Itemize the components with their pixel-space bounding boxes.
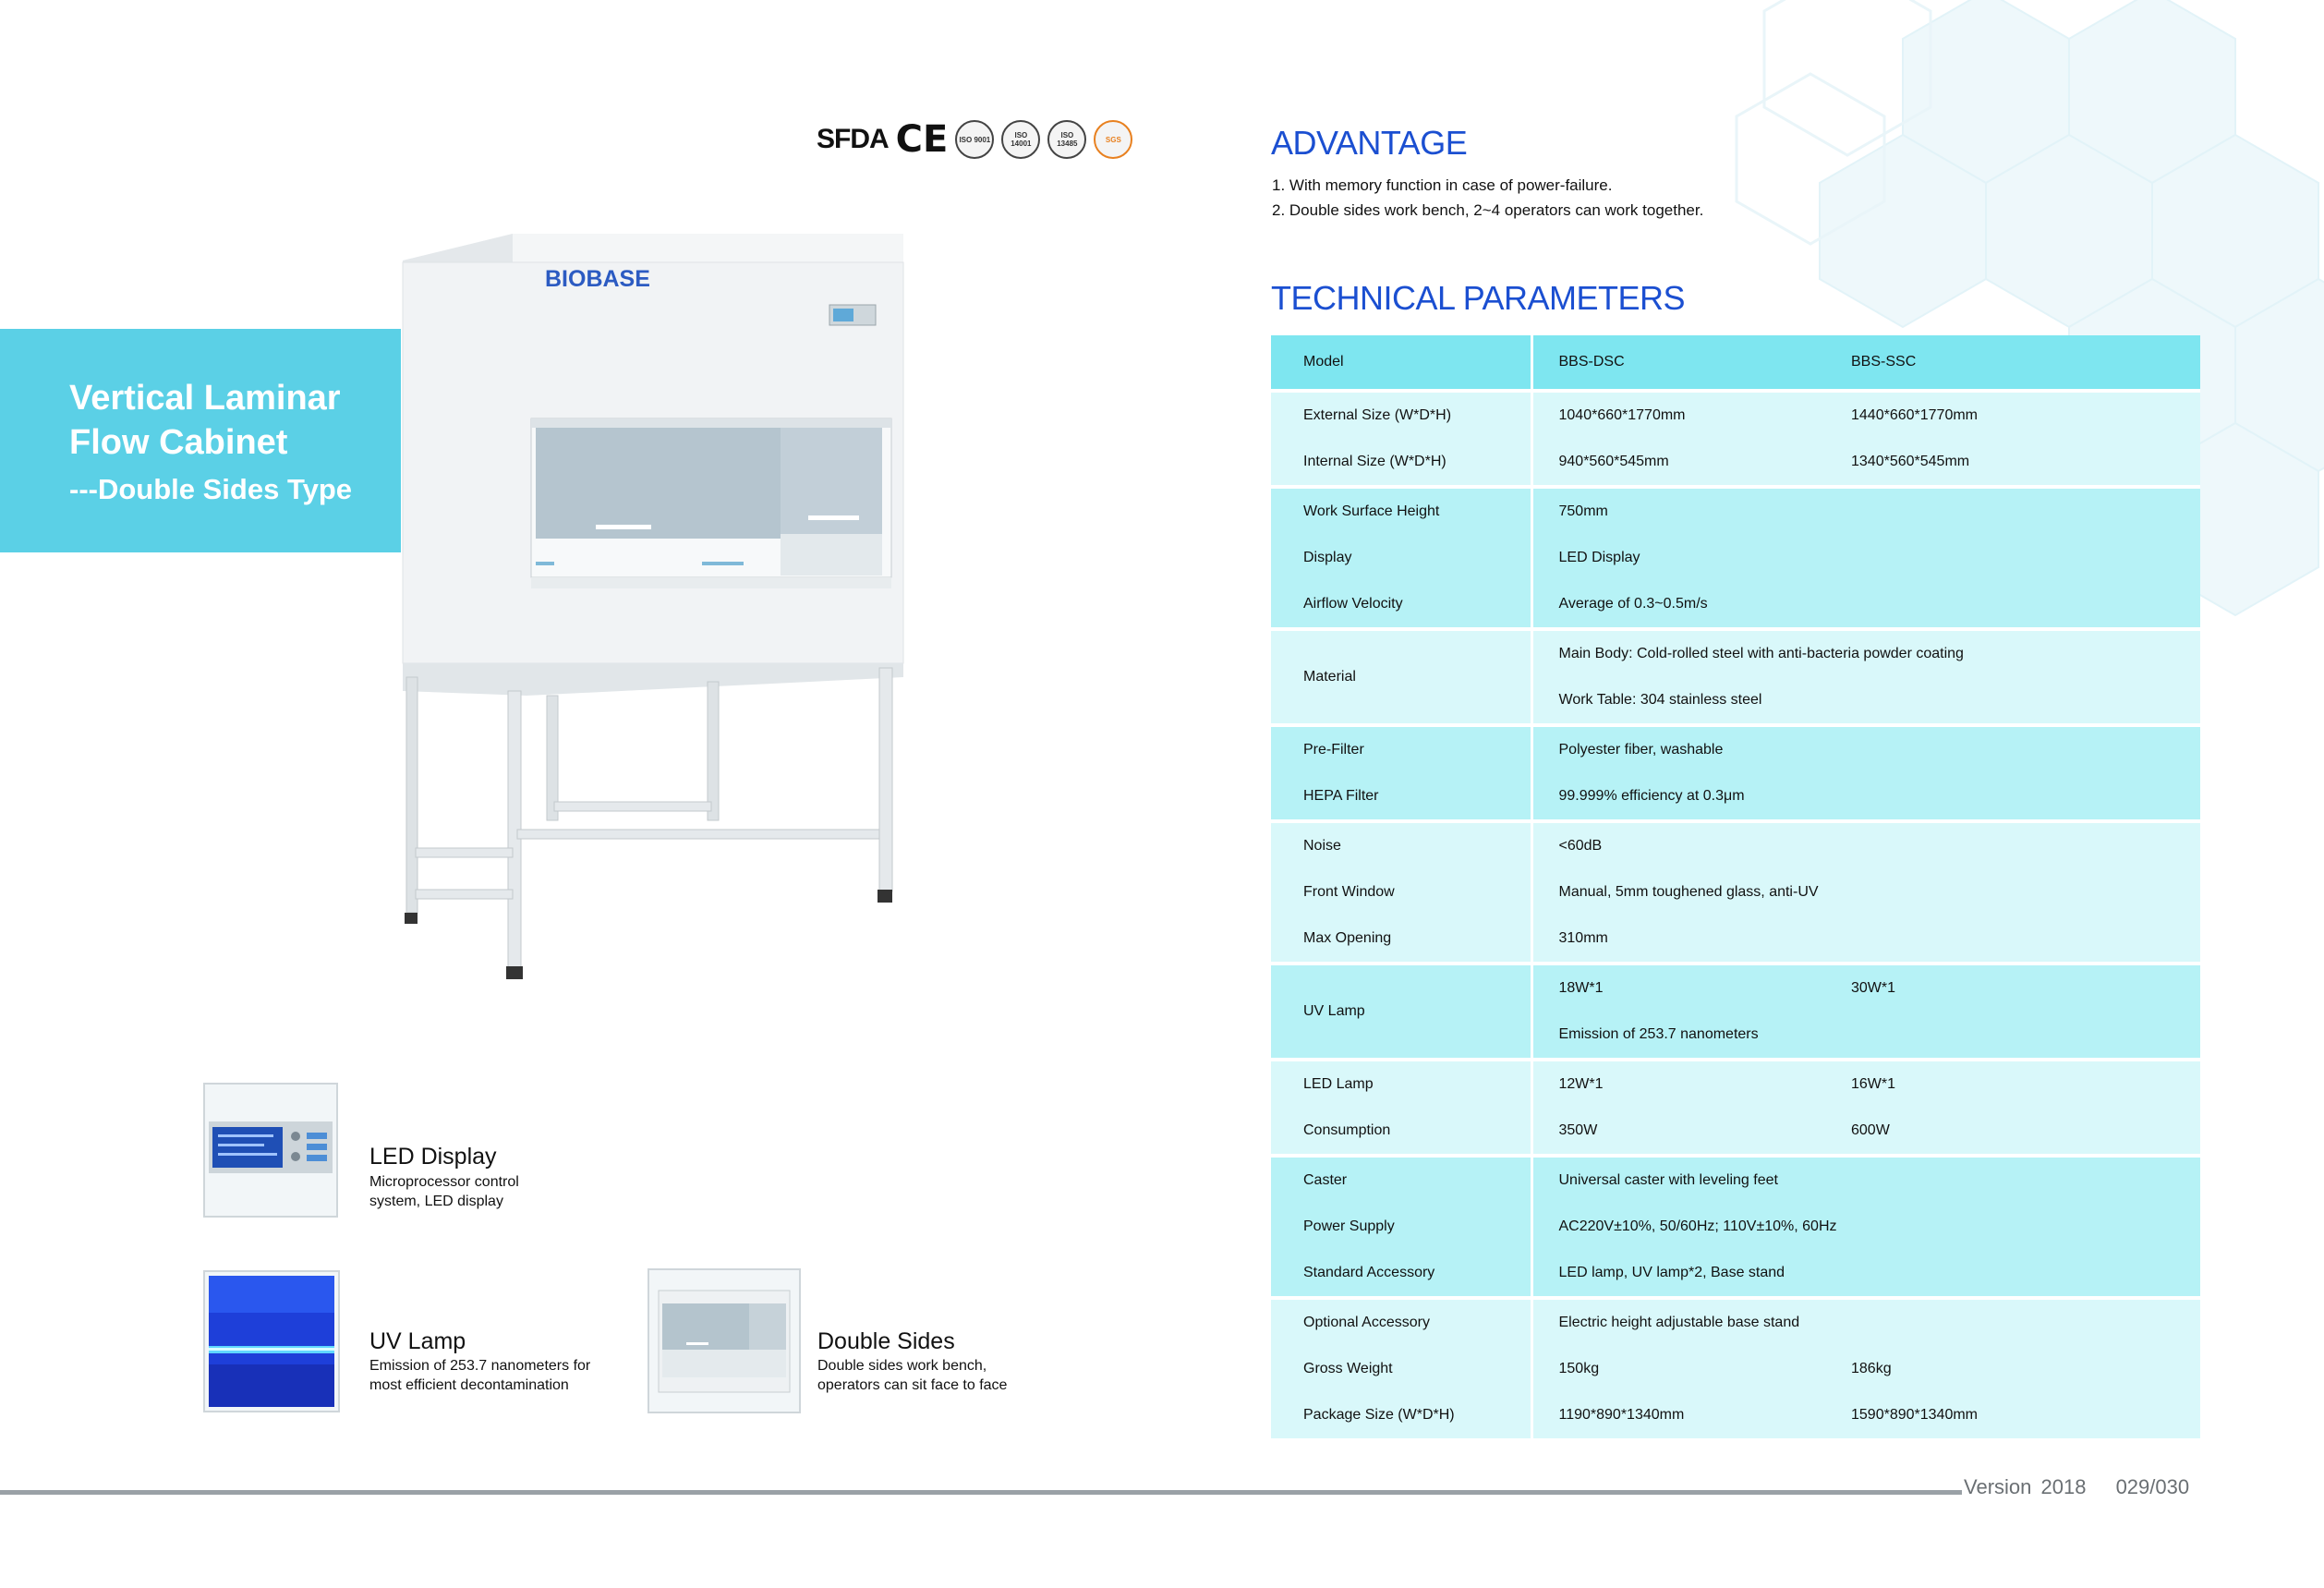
header-model-ssc: BBS-SSC bbox=[1851, 335, 2200, 391]
param-value: <60dB bbox=[1558, 838, 1603, 854]
banner-subtitle: ---Double Sides Type bbox=[69, 473, 353, 505]
param-value: Work Table: 304 stainless steel bbox=[1558, 692, 1762, 708]
param-label: Material bbox=[1303, 669, 1356, 685]
product-cabinet-illustration bbox=[397, 229, 924, 996]
param-value: 99.999% efficiency at 0.3μm bbox=[1558, 788, 1745, 804]
param-value: 750mm bbox=[1558, 503, 1608, 519]
param-value: 1440*660*1770mm bbox=[1851, 407, 1978, 423]
param-value: Manual, 5mm toughened glass, anti-UV bbox=[1558, 884, 1819, 900]
param-label: Pre-Filter bbox=[1303, 742, 1364, 758]
header-model-label: Model bbox=[1271, 335, 1531, 391]
param-value: LED Display bbox=[1558, 550, 1640, 565]
feature-desc-line: most efficient decontamination bbox=[369, 1377, 569, 1393]
param-label: Noise bbox=[1303, 838, 1341, 854]
ce-mark-logo: CE bbox=[895, 118, 949, 161]
sfda-logo: SFDA bbox=[817, 124, 889, 154]
param-label: LED Lamp bbox=[1303, 1076, 1374, 1092]
param-value: 18W*1 bbox=[1558, 980, 1604, 996]
param-label: UV Lamp bbox=[1303, 1003, 1365, 1019]
version-label: Version 2018 bbox=[1964, 1475, 2087, 1498]
sgs-logo: SGS bbox=[1094, 120, 1132, 159]
feature-desc-line: Emission of 253.7 nanometers for bbox=[369, 1358, 591, 1374]
double-sides-icon bbox=[649, 1270, 799, 1412]
uv-lamp-thumbnail bbox=[203, 1270, 340, 1412]
param-label: Display bbox=[1303, 550, 1352, 565]
param-value: 1340*560*545mm bbox=[1851, 454, 1970, 469]
feature-desc-uv-lamp bbox=[369, 1356, 628, 1395]
double-sides-thumbnail bbox=[648, 1268, 801, 1413]
advantage-item: 1. With memory function in case of power-failure. bbox=[1272, 176, 1613, 194]
param-value: Emission of 253.7 nanometers bbox=[1558, 1026, 1759, 1042]
table-row-group bbox=[1271, 1298, 2200, 1438]
param-label: Standard Accessory bbox=[1303, 1265, 1435, 1280]
param-value: 1190*890*1340mm bbox=[1558, 1407, 1685, 1423]
iso-13485-logo: ISO 13485 bbox=[1047, 120, 1086, 159]
param-value: Average of 0.3~0.5m/s bbox=[1558, 596, 1708, 612]
table-row-group bbox=[1271, 391, 2200, 487]
param-value: 1040*660*1770mm bbox=[1558, 407, 1686, 423]
uv-lamp-icon bbox=[205, 1272, 338, 1411]
header-model-dsc: BBS-DSC bbox=[1531, 335, 1851, 391]
banner-title-line1: Vertical Laminar bbox=[69, 379, 341, 418]
banner-title-line2: Flow Cabinet bbox=[69, 423, 288, 462]
param-label: Work Surface Height bbox=[1303, 503, 1440, 519]
led-display-icon bbox=[205, 1085, 336, 1216]
table-row-group bbox=[1271, 821, 2200, 964]
led-display-thumbnail bbox=[203, 1083, 338, 1218]
param-value: 12W*1 bbox=[1558, 1076, 1604, 1092]
feature-title-uv-lamp: UV Lamp bbox=[369, 1328, 466, 1354]
advantage-item: 2. Double sides work bench, 2~4 operators can work together. bbox=[1272, 201, 1704, 219]
param-value: 310mm bbox=[1558, 930, 1608, 946]
table-row-group bbox=[1271, 487, 2200, 629]
param-value: 940*560*545mm bbox=[1558, 454, 1669, 469]
caster-wheel bbox=[405, 913, 418, 924]
param-label: Internal Size (W*D*H) bbox=[1303, 454, 1446, 469]
param-label: Package Size (W*D*H) bbox=[1303, 1407, 1455, 1423]
technical-parameters-heading: TECHNICAL PARAMETERS bbox=[1271, 279, 1686, 317]
feature-title-double-sides: Double Sides bbox=[817, 1328, 955, 1354]
feature-desc-double-sides bbox=[817, 1356, 1076, 1395]
iso-14001-logo: ISO 14001 bbox=[1001, 120, 1040, 159]
front-glass-panel bbox=[536, 428, 781, 539]
technical-parameters-table bbox=[1271, 335, 2200, 1438]
feature-desc-line: Double sides work bench, bbox=[817, 1358, 987, 1374]
param-label: Consumption bbox=[1303, 1122, 1391, 1138]
param-value: 16W*1 bbox=[1851, 1076, 1896, 1092]
table-row-group bbox=[1271, 629, 2200, 725]
feature-title-led-display: LED Display bbox=[369, 1144, 497, 1170]
advantage-heading: ADVANTAGE bbox=[1271, 124, 1468, 162]
param-value: 350W bbox=[1558, 1122, 1598, 1138]
param-label: Optional Accessory bbox=[1303, 1315, 1430, 1330]
footer-divider bbox=[0, 1490, 1962, 1495]
table-header-row bbox=[1271, 335, 2200, 391]
param-value: 1590*890*1340mm bbox=[1851, 1407, 1978, 1423]
feature-desc-line: Microprocessor control bbox=[369, 1174, 519, 1190]
param-label: Airflow Velocity bbox=[1303, 596, 1403, 612]
param-value: Electric height adjustable base stand bbox=[1558, 1315, 1800, 1330]
param-label: Gross Weight bbox=[1303, 1361, 1393, 1376]
param-label: Power Supply bbox=[1303, 1218, 1395, 1234]
param-value: LED lamp, UV lamp*2, Base stand bbox=[1558, 1265, 1785, 1280]
param-value: Main Body: Cold-rolled steel with anti-bacteria powder coating bbox=[1558, 646, 1964, 661]
certification-logos bbox=[817, 118, 1132, 161]
table-row-group bbox=[1271, 725, 2200, 821]
param-value: 186kg bbox=[1851, 1361, 1892, 1376]
param-label: Front Window bbox=[1303, 884, 1395, 900]
feature-desc-line: system, LED display bbox=[369, 1194, 503, 1209]
param-label: HEPA Filter bbox=[1303, 788, 1379, 804]
param-value: 30W*1 bbox=[1851, 980, 1896, 996]
param-label: Caster bbox=[1303, 1172, 1348, 1188]
iso-9001-logo: ISO 9001 bbox=[955, 120, 994, 159]
param-value: 600W bbox=[1851, 1122, 1890, 1138]
feature-desc-led-display bbox=[369, 1172, 628, 1211]
table-row-group bbox=[1271, 1156, 2200, 1298]
param-value: Universal caster with leveling feet bbox=[1558, 1172, 1778, 1188]
param-value: AC220V±10%, 50/60Hz; 110V±10%, 60Hz bbox=[1558, 1218, 1837, 1234]
table-row-group bbox=[1271, 1060, 2200, 1156]
title-banner bbox=[0, 329, 401, 552]
param-label: External Size (W*D*H) bbox=[1303, 407, 1452, 423]
brand-logo: BIOBASE bbox=[545, 266, 650, 292]
feature-desc-line: operators can sit face to face bbox=[817, 1377, 1008, 1393]
param-value: 150kg bbox=[1558, 1361, 1600, 1376]
param-label: Max Opening bbox=[1303, 930, 1392, 946]
table-row-group bbox=[1271, 964, 2200, 1060]
footer-version bbox=[1964, 1475, 2189, 1499]
page-numbers: 029/030 bbox=[2115, 1475, 2190, 1498]
param-value: Polyester fiber, washable bbox=[1558, 742, 1724, 758]
